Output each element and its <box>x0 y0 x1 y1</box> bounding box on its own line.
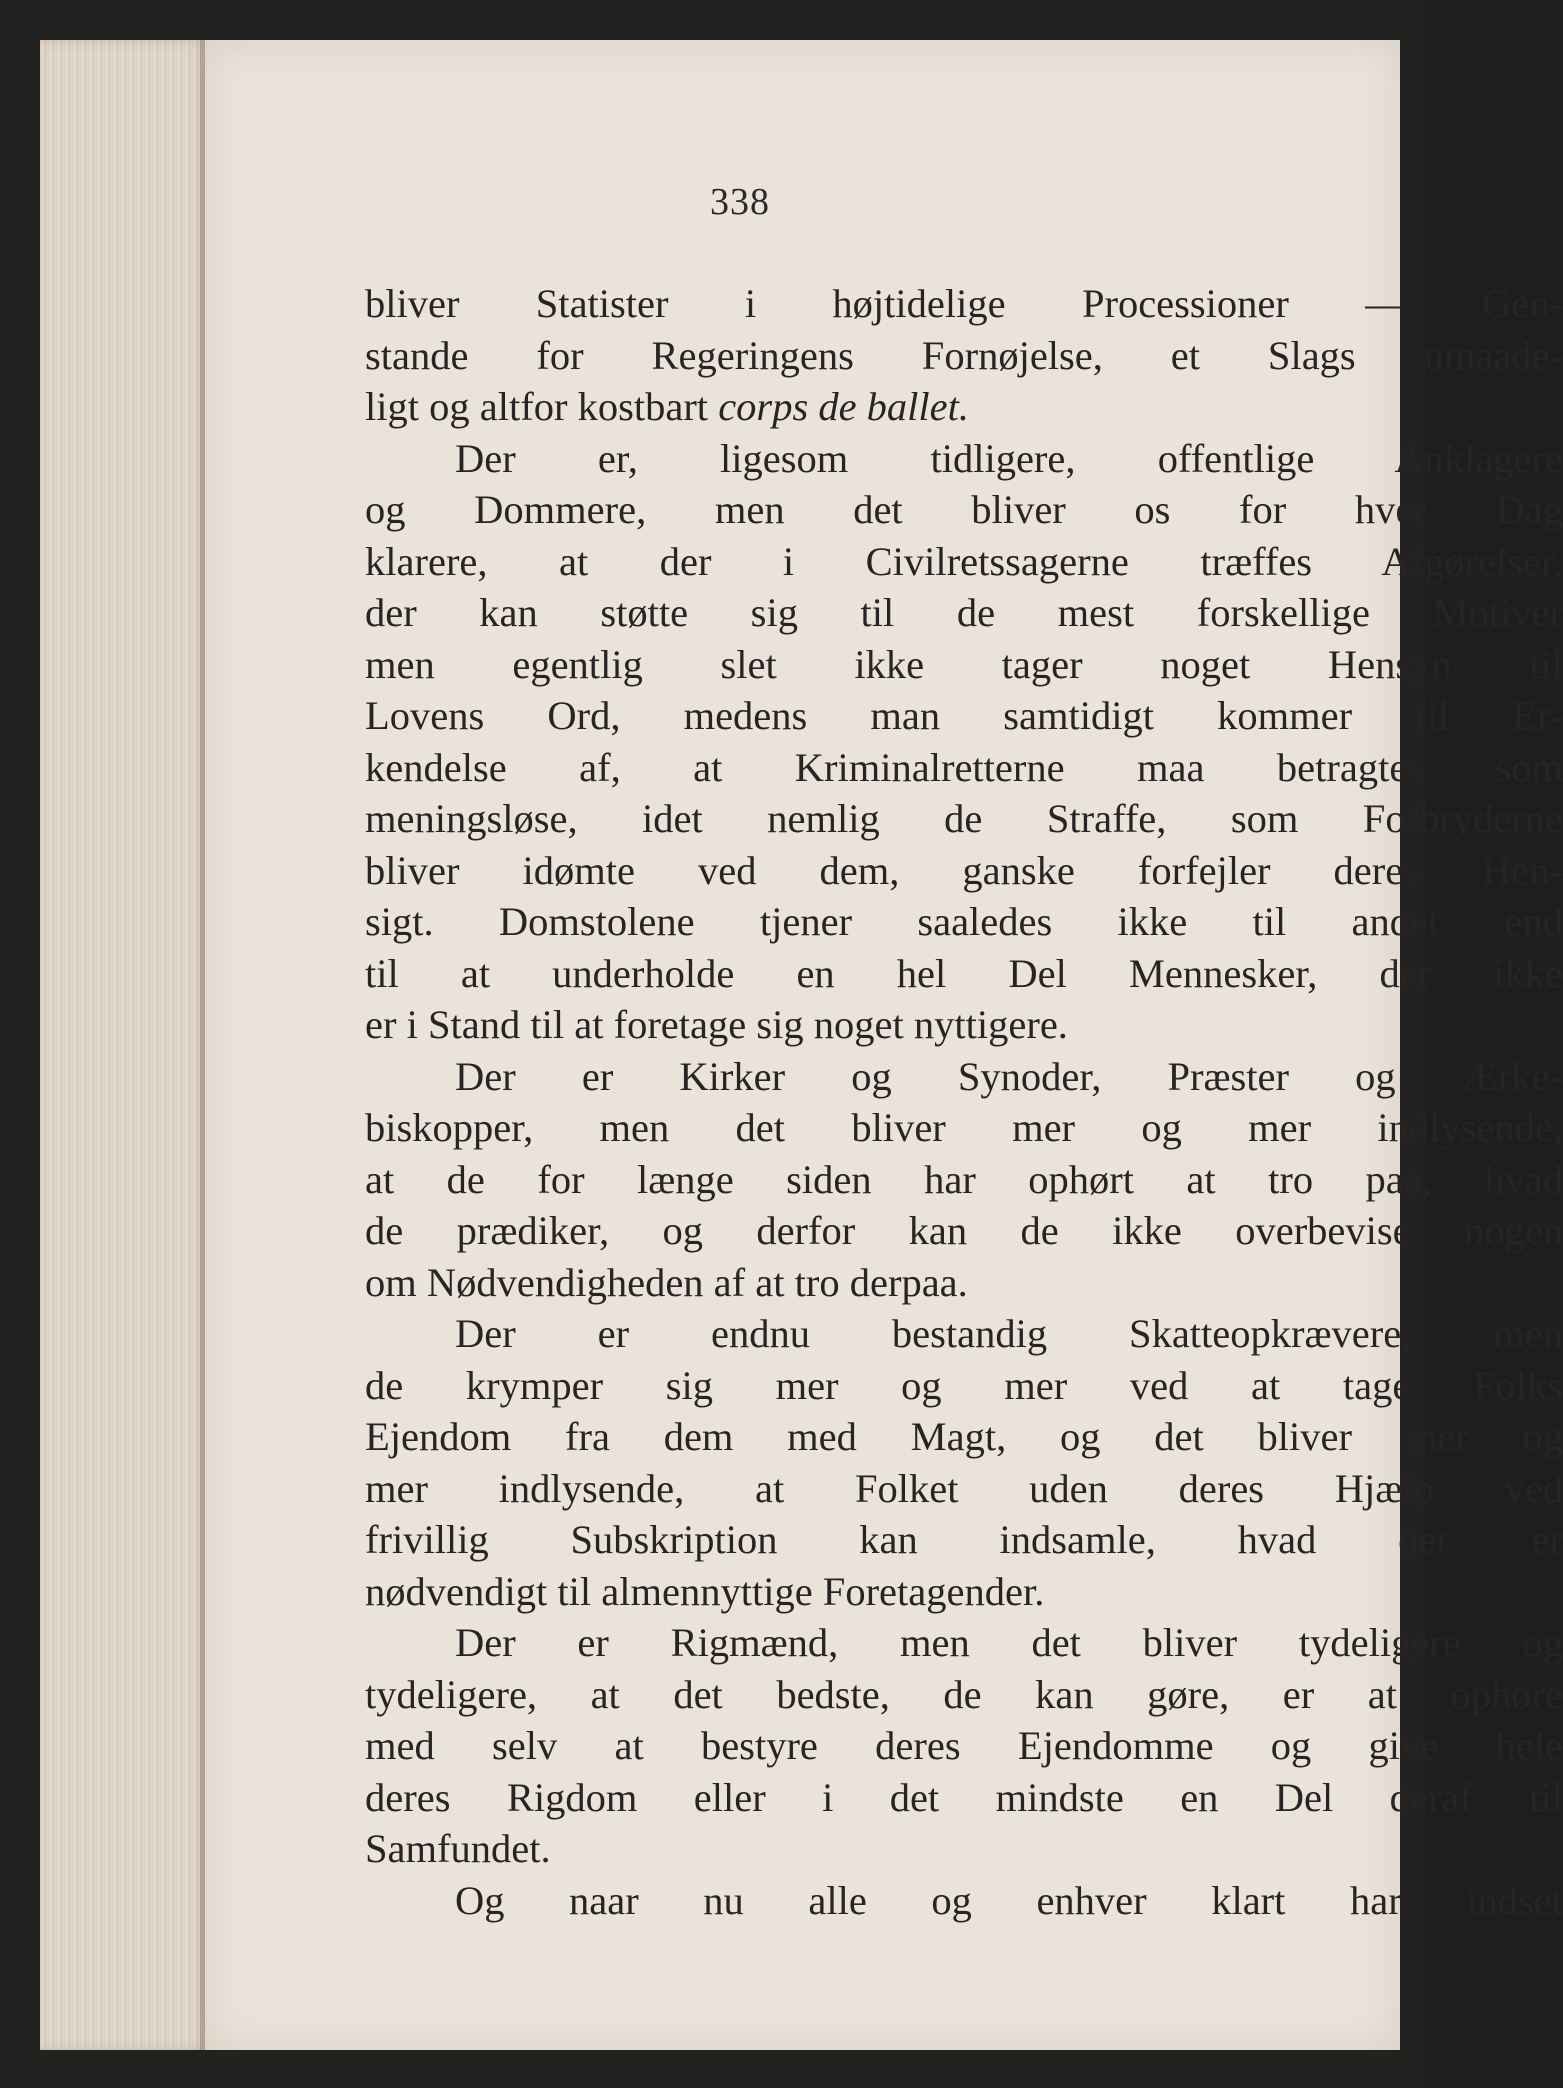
page-number: 338 <box>710 181 770 223</box>
text-line <box>365 1514 1563 1566</box>
text-line <box>365 742 1563 794</box>
text-line <box>365 639 1563 691</box>
italic-phrase: corps de ballet. <box>718 384 970 429</box>
text-line <box>365 1257 1563 1309</box>
text-line <box>365 896 1563 948</box>
text-line <box>365 1617 1563 1669</box>
text-line-content: nødvendigt til almennyttige Foretagender. <box>365 1568 1045 1614</box>
text-line <box>365 1463 1563 1515</box>
text-line-content: Og naar nu alle og enhver klart har indset <box>455 1877 1563 1923</box>
text-line-content: de krymper sig mer og mer ved at tage Folks <box>365 1362 1563 1408</box>
text-line-content: ligt og altfor kostbart <box>365 384 719 429</box>
text-line <box>365 484 1563 536</box>
text-line-content: mer indlysende, at Folket uden deres Hjælp ved <box>365 1465 1563 1511</box>
text-line <box>365 690 1563 742</box>
text-line-content: Samfundet. <box>365 1826 551 1871</box>
body-text <box>365 278 1563 1926</box>
text-line <box>365 433 1563 485</box>
text-line-content: meningsløse, idet nemlig de Straffe, som Forbryderne <box>365 796 1563 841</box>
text-line <box>365 587 1563 639</box>
text-line <box>365 1720 1563 1772</box>
text-line <box>365 1308 1563 1360</box>
text-line <box>365 1875 1563 1927</box>
text-line-content: til at underholde en hel Del Mennesker, der ikke <box>365 950 1563 996</box>
text-line <box>365 793 1563 845</box>
text-line <box>365 1051 1563 1103</box>
text-line <box>365 999 1563 1051</box>
text-line <box>365 845 1563 897</box>
text-line-content: kendelse af, at Kriminalretterne maa betragtes som <box>365 744 1563 790</box>
text-line-content: klarere, at der i Civilretssagerne træffes Afgørelser, <box>365 538 1563 584</box>
text-line-content: at de for længe siden har ophørt at tro paa, hvad <box>365 1156 1563 1202</box>
page-stack-edge <box>40 40 210 2050</box>
text-line-content: Der er Kirker og Synoder, Præster og Ærke- <box>455 1053 1563 1099</box>
text-line-content: bliver idømte ved dem, ganske forfejler deres Hen- <box>365 847 1563 893</box>
text-line <box>365 1823 1563 1875</box>
text-line-content: Der er, ligesom tidligere, offentlige Anklagere <box>455 435 1563 481</box>
text-line <box>365 278 1563 330</box>
text-line-content: sigt. Domstolene tjener saaledes ikke til andet end <box>365 899 1563 944</box>
text-line <box>365 948 1563 1000</box>
text-line-content: Lovens Ord, medens man samtidigt kommer til Er- <box>365 693 1563 738</box>
text-line-content: om Nødvendigheden af at tro derpaa. <box>365 1259 968 1305</box>
text-line-content: men egentlig slet ikke tager noget Hensyn til <box>365 641 1563 687</box>
text-line-content: biskopper, men det bliver mer og mer indlysende, <box>365 1105 1563 1150</box>
text-line-content: Der er endnu bestandig Skatteopkrævere, men <box>455 1311 1563 1356</box>
text-line <box>365 1566 1563 1618</box>
text-line-content: bliver Statister i højtidelige Processioner — Gen- <box>365 281 1563 326</box>
text-line <box>365 1669 1563 1721</box>
book-page <box>205 40 1563 2050</box>
text-line-content: stande for Regeringens Fornøjelse, et Slags umaade- <box>365 332 1563 378</box>
text-line <box>365 536 1563 588</box>
text-line-content: frivillig Subskription kan indsamle, hvad der er <box>365 1517 1563 1562</box>
text-line-content: tydeligere, at det bedste, de kan gøre, er at ophøre <box>365 1671 1563 1717</box>
text-line <box>365 381 1563 433</box>
text-line <box>365 1205 1563 1257</box>
text-line <box>365 1411 1563 1463</box>
text-line-content: Ejendom fra dem med Magt, og det bliver mer og <box>365 1414 1563 1459</box>
text-line-content: der kan støtte sig til de mest forskellige Motiver <box>365 590 1563 635</box>
text-line <box>365 1360 1563 1412</box>
text-line-content: er i Stand til at foretage sig noget nyttigere. <box>365 1002 1068 1047</box>
text-line-content: deres Rigdom eller i det mindste en Del deraf til <box>365 1774 1563 1820</box>
text-line-content: Der er Rigmænd, men det bliver tydeligere og <box>455 1620 1563 1665</box>
text-line-content: de prædiker, og derfor kan de ikke overbevise nogen <box>365 1208 1563 1253</box>
text-line-content: og Dommere, men det bliver os for hver Dag <box>365 487 1563 532</box>
text-line <box>365 1154 1563 1206</box>
text-line <box>365 1102 1563 1154</box>
text-line <box>365 1772 1563 1824</box>
text-line <box>365 330 1563 382</box>
text-line-content: med selv at bestyre deres Ejendomme og give hele <box>365 1723 1563 1768</box>
